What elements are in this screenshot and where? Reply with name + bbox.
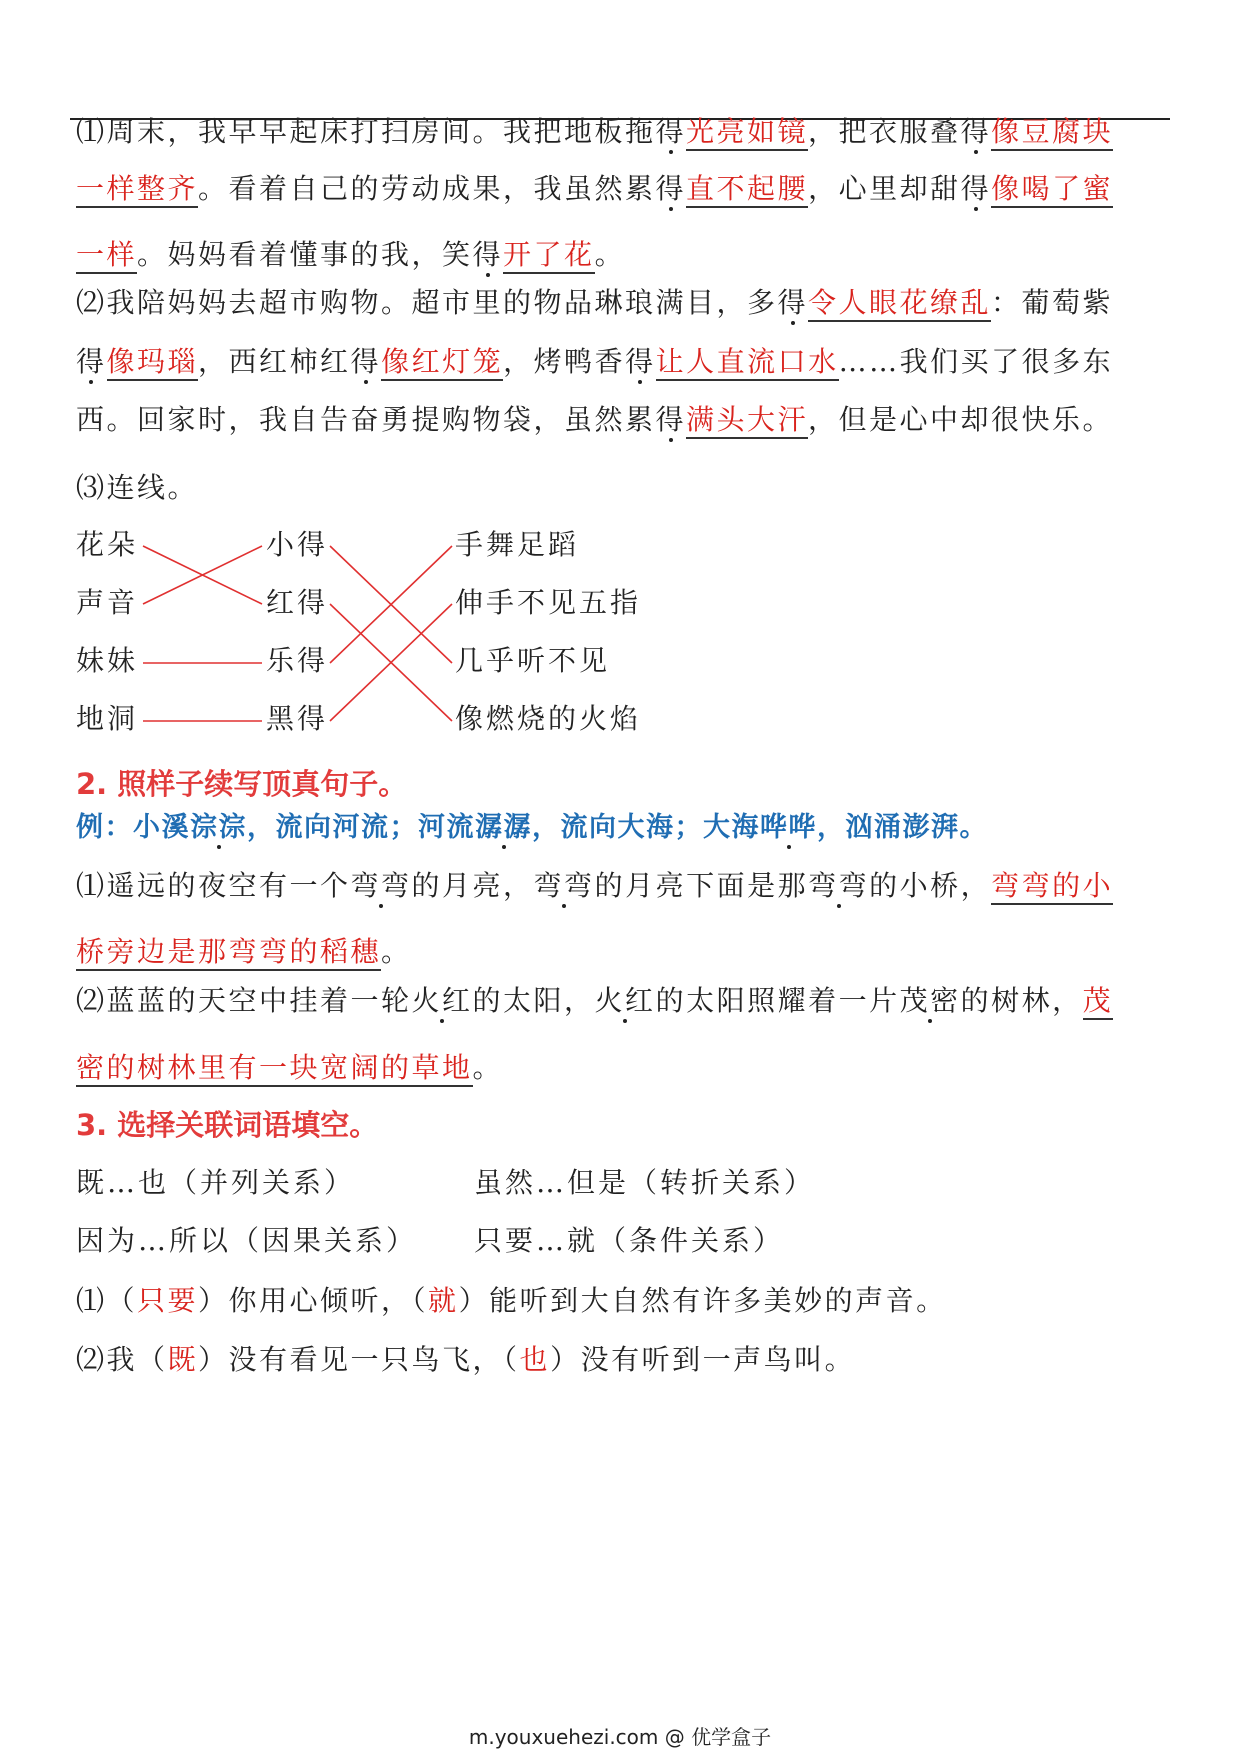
- right-phrase: 手舞足蹈: [455, 528, 580, 561]
- answer-fill: 茂: [1083, 984, 1114, 1020]
- left-word: 地洞: [76, 702, 139, 735]
- answer-fill: 让人直流口水: [656, 345, 839, 381]
- q1-line-1: ⑴周末，我早早起床打扫房间。我把地板拖得光亮如镜，把衣服叠得像豆腐块: [76, 112, 1113, 152]
- section-3-heading: 3. 选择关联词语填空。: [76, 1108, 379, 1142]
- right-phrase: 伸手不见五指: [455, 586, 642, 619]
- answer-fill: 直不起腰: [686, 172, 808, 208]
- left-word: 花朵: [76, 528, 139, 561]
- answer-word: 只要: [137, 1284, 199, 1317]
- q3-title: ⑶连线。: [76, 471, 199, 504]
- answer-fill: 弯弯的小: [991, 869, 1113, 905]
- q2-line-2: 得像玛瑙，西红柿红得像红灯笼，烤鸭香得让人直流口水……我们买了很多东: [76, 342, 1113, 382]
- left-word: 妹妹: [76, 644, 139, 677]
- sec3-sentence-2: ⑵我（既）没有看见一只鸟飞，（也）没有听到一声鸟叫。: [76, 1343, 856, 1376]
- right-phrase: 像燃烧的火焰: [455, 702, 642, 735]
- answer-fill: 桥旁边是那弯弯的稻穗: [76, 935, 381, 971]
- answer-fill: 令人眼花缭乱: [808, 286, 991, 322]
- middle-word: 小得: [266, 528, 329, 561]
- answer-fill: 光亮如镜: [686, 115, 808, 151]
- match-line-happy-dance: [330, 546, 452, 663]
- option: 只要…就（条件关系）: [474, 1224, 785, 1257]
- answer-fill: 像豆腐块: [991, 115, 1113, 151]
- sec2-p1-line-1: ⑴遥远的夜空有一个弯弯的月亮，弯弯的月亮下面是那弯弯的小桥，弯弯的小: [76, 866, 1113, 906]
- footer-watermark: m.youxuehezi.com @ 优学盒子: [468, 1725, 772, 1749]
- option: 既…也（并列关系）: [76, 1166, 356, 1199]
- answer-word: 就: [428, 1284, 459, 1317]
- answer-fill: 开了花: [503, 238, 595, 274]
- q1-line-3: 一样。妈妈看着懂事的我，笑得开了花。: [76, 235, 625, 275]
- sec3-sentence-1: ⑴（只要）你用心倾听，（就）能听到大自然有许多美妙的声音。: [76, 1284, 947, 1317]
- match-line-flower-red: [143, 546, 262, 604]
- middle-word: 红得: [266, 586, 329, 619]
- answer-fill: 像喝了蜜: [991, 172, 1113, 208]
- q1-line-2: 一样整齐。看着自己的劳动成果，我虽然累得直不起腰，心里却甜得像喝了蜜: [76, 169, 1113, 209]
- option: 虽然…但是（转折关系）: [474, 1166, 816, 1199]
- answer-word: 既: [167, 1343, 199, 1376]
- q2-line-1: ⑵我陪妈妈去超市购物。超市里的物品琳琅满目，多得令人眼花缭乱：葡萄紫: [76, 283, 1113, 323]
- answer-fill: 像红灯笼: [381, 345, 503, 381]
- section-2-heading: 2. 照样子续写顶真句子。: [76, 767, 408, 801]
- left-word: 声音: [76, 586, 139, 619]
- right-phrase: 几乎听不见: [455, 644, 611, 677]
- sec2-p2-line-1: ⑵蓝蓝的天空中挂着一轮火红的太阳，火红的太阳照耀着一片茂密的树林，茂: [76, 981, 1113, 1021]
- sec2-p2-line-2: 密的树林里有一块宽阔的草地。: [76, 1048, 503, 1088]
- answer-fill: 密的树林里有一块宽阔的草地: [76, 1051, 473, 1087]
- answer-word: 也: [519, 1343, 551, 1376]
- match-line-red-flame: [330, 604, 452, 721]
- answer-fill: 像玛瑙: [107, 345, 199, 381]
- middle-word: 黑得: [266, 702, 329, 735]
- q2-line-3: 西。回家时，我自告奋勇提购物袋，虽然累得满头大汗，但是心中却很快乐。: [76, 400, 1113, 440]
- option: 因为…所以（因果关系）: [76, 1224, 418, 1257]
- middle-word: 乐得: [266, 644, 329, 677]
- answer-fill: 一样整齐: [76, 172, 198, 208]
- sec2-p1-line-2: 桥旁边是那弯弯的稻穗。: [76, 932, 412, 972]
- example-sentence: 例：小溪淙淙，流向河流；河流潺潺，流向大海；大海哗哗，汹涌澎湃。: [76, 812, 988, 843]
- match-line-small-hear: [330, 546, 452, 663]
- match-line-sound-small: [143, 546, 262, 604]
- match-line-dark-fingers: [330, 604, 452, 721]
- answer-fill: 满头大汗: [686, 403, 808, 439]
- answer-fill: 一样: [76, 238, 137, 274]
